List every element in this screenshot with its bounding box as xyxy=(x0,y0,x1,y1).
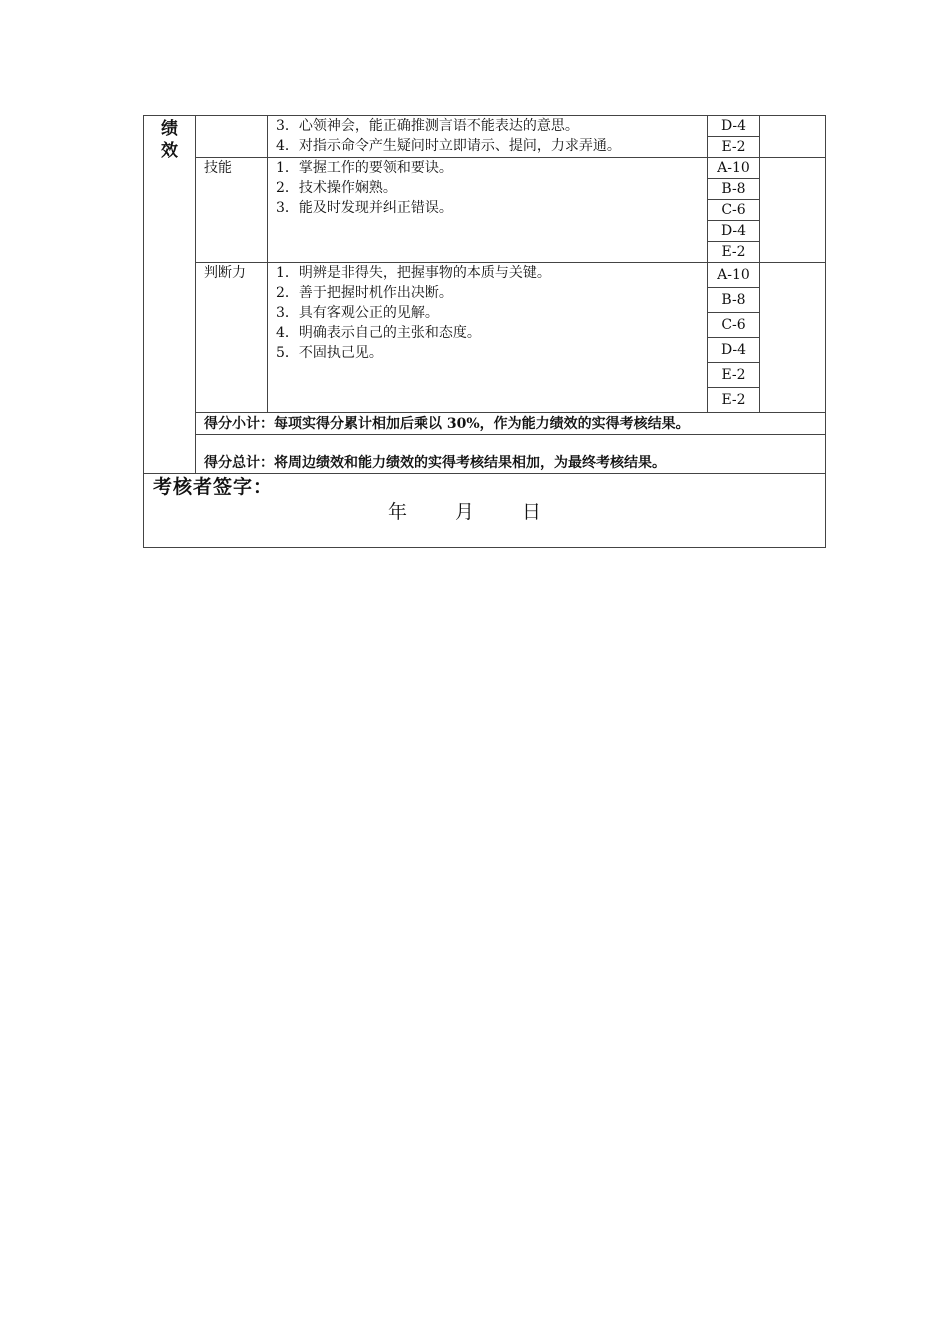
grade-option: C-6 xyxy=(708,200,760,221)
criteria-item: 4．对指示命令产生疑问时立即请示、提问，力求弄通。 xyxy=(276,138,621,154)
grade-option: E-2 xyxy=(708,388,760,413)
side-label-char: 绩 xyxy=(161,119,178,139)
criteria-item: 1．掌握工作的要领和要诀。 xyxy=(276,160,453,176)
subtotal-text: 得分小计：每项实得分累计相加后乘以 30%，作为能力绩效的实得考核结果。 xyxy=(196,413,826,435)
signature-label: 考核者签字： xyxy=(153,476,274,498)
performance-table xyxy=(143,115,826,548)
criteria-cell xyxy=(268,263,708,413)
date-day-label: 日 xyxy=(522,501,542,523)
grade-option: C-6 xyxy=(708,313,760,338)
side-label-char: 效 xyxy=(161,141,178,161)
criteria-item: 2．技术操作娴熟。 xyxy=(276,180,397,196)
grade-option: E-2 xyxy=(708,242,760,263)
criteria-cell xyxy=(268,116,708,158)
criteria-item: 3．具有客观公正的见解。 xyxy=(276,305,439,321)
total-text: 得分总计：将周边绩效和能力绩效的实得考核结果相加，为最终考核结果。 xyxy=(196,435,826,474)
grade-option: E-2 xyxy=(708,363,760,388)
signature-date xyxy=(388,502,589,522)
grade-option: D-4 xyxy=(708,338,760,363)
criteria-item: 2．善于把握时机作出决断。 xyxy=(276,285,453,301)
performance-side-label xyxy=(144,116,196,474)
category-cell-empty xyxy=(196,116,268,158)
grade-option: D-4 xyxy=(708,116,760,137)
date-month-label: 月 xyxy=(455,501,475,523)
criteria-item: 3．能及时发现并纠正错误。 xyxy=(276,200,453,216)
category-judgment: 判断力 xyxy=(196,263,268,413)
signature-cell[interactable] xyxy=(144,474,826,548)
grade-option: B-8 xyxy=(708,288,760,313)
criteria-item: 3．心领神会，能正确推测言语不能表达的意思。 xyxy=(276,118,579,134)
appraisal-form xyxy=(143,115,825,548)
grade-option: A-10 xyxy=(708,158,760,179)
score-cell[interactable] xyxy=(760,116,826,158)
criteria-cell xyxy=(268,158,708,263)
criteria-item: 4．明确表示自己的主张和态度。 xyxy=(276,325,481,341)
criteria-item: 5．不固执己见。 xyxy=(276,345,383,361)
category-skill: 技能 xyxy=(196,158,268,263)
score-cell[interactable] xyxy=(760,158,826,263)
criteria-item: 1．明辨是非得失，把握事物的本质与关键。 xyxy=(276,265,551,281)
score-cell[interactable] xyxy=(760,263,826,413)
grade-option: A-10 xyxy=(708,263,760,288)
grade-option: B-8 xyxy=(708,179,760,200)
date-year-label: 年 xyxy=(388,501,408,523)
grade-option: D-4 xyxy=(708,221,760,242)
grade-option: E-2 xyxy=(708,137,760,158)
